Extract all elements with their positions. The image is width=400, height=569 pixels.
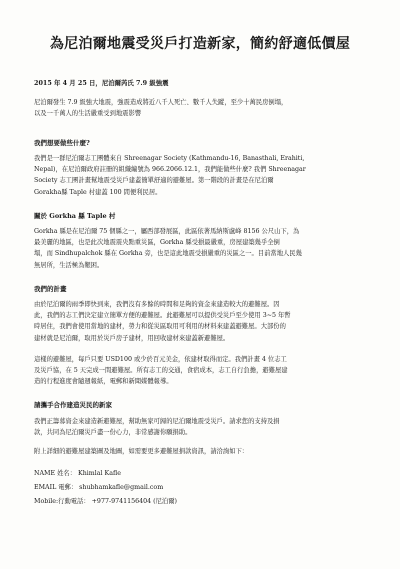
intro-paragraph	[34, 97, 369, 119]
paragraph-line: Gorakha縣 Taple 村建蓋 100 間便利民居。	[34, 188, 162, 196]
paragraph-line: 及災戶協，在 5 天完成一間避難屋。所有志工的交通，食宿成本，志工自行負擔，避難屋建	[34, 367, 288, 375]
paragraph-line: 最美麗的地區，也是此次地震震央點重災區，Gorkha 縣受損最嚴重，房屋建築幾乎全倒	[34, 239, 280, 247]
intro-line: 尼泊爾發生 7.9 級強大地震，強震造成將近八千人死亡、數千人失蹤，至少十萬民房倒塌，	[34, 99, 288, 106]
contact-mobile-label: Mobile:行動電話：	[34, 498, 90, 505]
contact-name-label: NAME 姓名：	[34, 470, 76, 477]
section-cooperate-paragraph-2	[34, 446, 369, 457]
paragraph-line: Gorkha 縣是在尼泊爾 75 個縣之一，屬西部發展區，此區依著馬納斯盧峰 8156 公尺山下，為	[34, 228, 300, 235]
document-title: 為尼泊爾地震受災戶打造新家，簡約舒適低價屋	[49, 36, 351, 52]
section-plan-paragraph-2	[34, 354, 369, 388]
paragraph-line: Society 志工團計畫幫地震受災戶建蓋簡單舒適的避難屋。第一階段的計畫是在尼泊爾	[34, 177, 274, 185]
contact-mobile-value: +977-9741156404 (尼泊爾)	[91, 498, 177, 505]
contact-mobile	[34, 496, 177, 505]
paragraph-line: 附上詳細的避難屋建築圖及地圖，如需要更多避難屋捐款資訊，請洽詢如下：	[34, 448, 249, 455]
paragraph-line: 我們是一群尼泊爾志工團體來自 Shreenagar Society (Kathmandu-16, Banasthali, Erahiti,	[34, 155, 305, 162]
section-cooperate-paragraph-1	[34, 416, 369, 438]
paragraph-line: 造的行程進度會隨週報紙，電郵和新聞媒體報導。	[34, 378, 173, 386]
paragraph-line: 無居所，生活極為艱困。	[34, 261, 104, 269]
paragraph-line: Nepal)，在尼泊爾政府註冊的組織編號為 966.2066.12.1，我們能做些什麼? 我們 Shreenagar	[34, 166, 306, 174]
contact-name	[34, 468, 121, 477]
paragraph-line: 塌，而 Sindhupalchok 縣在 Gorkha 旁，也是這此地震受損嚴重的災區之一。目前當地人民幾	[34, 250, 302, 258]
section-heading-what: 我們想要做些什麼?	[34, 139, 90, 147]
paragraph-line: 此，我們的志工們決定建立簡單方便的避難屋。此避難屋可以提供受災戶至少使用 3~5 年暫	[34, 312, 291, 320]
section-what-paragraph	[34, 153, 369, 198]
paragraph-line: 款，共同為尼泊爾災戶盡一份心力，非常感謝你願捐助。	[34, 429, 192, 437]
paragraph-line: 我們正籌募資金來建造新避難屋，幫助無家可歸的尼泊爾地震受災戶。請求您的支持及捐	[34, 418, 280, 425]
paragraph-line: 由於尼泊爾的雨季即快到來，我們沒有多餘的時間和足夠的資金來建造較大的避難屋。因	[34, 301, 280, 308]
section-heading-gorkha: 關於 Gorkha 縣 Taple 村	[34, 212, 116, 220]
paragraph-line: 建材就是尼泊爾，取用於災戶房子建材，用回收建材來建蓋新避難屋。	[34, 334, 230, 342]
paragraph-line: 這樣的避難屋，每戶只要 USD100 或少於百元美金，依建材取得而定。我們計畫 4 位志工	[34, 356, 287, 363]
contact-email-label: EMAIL 電郵：	[34, 484, 78, 491]
contact-email-value: shubhamkafle@gmail.com	[79, 484, 164, 491]
section-plan-paragraph-1	[34, 299, 369, 344]
section-heading-plan: 我們的計畫	[34, 285, 67, 293]
dateline: 2015 年 4 月 25 日，尼泊爾芮氏 7.9 級強震	[34, 79, 169, 87]
intro-line: 以及一千萬人的生活嚴重受到地震影響	[34, 110, 142, 118]
section-gorkha-paragraph	[34, 226, 369, 271]
section-heading-cooperate: 請攜手合作建造災民的新家	[34, 401, 112, 409]
contact-name-value: Khimlal Kafle	[78, 470, 121, 477]
paragraph-line: 時居住，我們會使用當地的建材，勞力和從災區取用可利用的材料來建蓋避難屋。大部份的	[34, 323, 286, 331]
contact-email	[34, 482, 163, 491]
